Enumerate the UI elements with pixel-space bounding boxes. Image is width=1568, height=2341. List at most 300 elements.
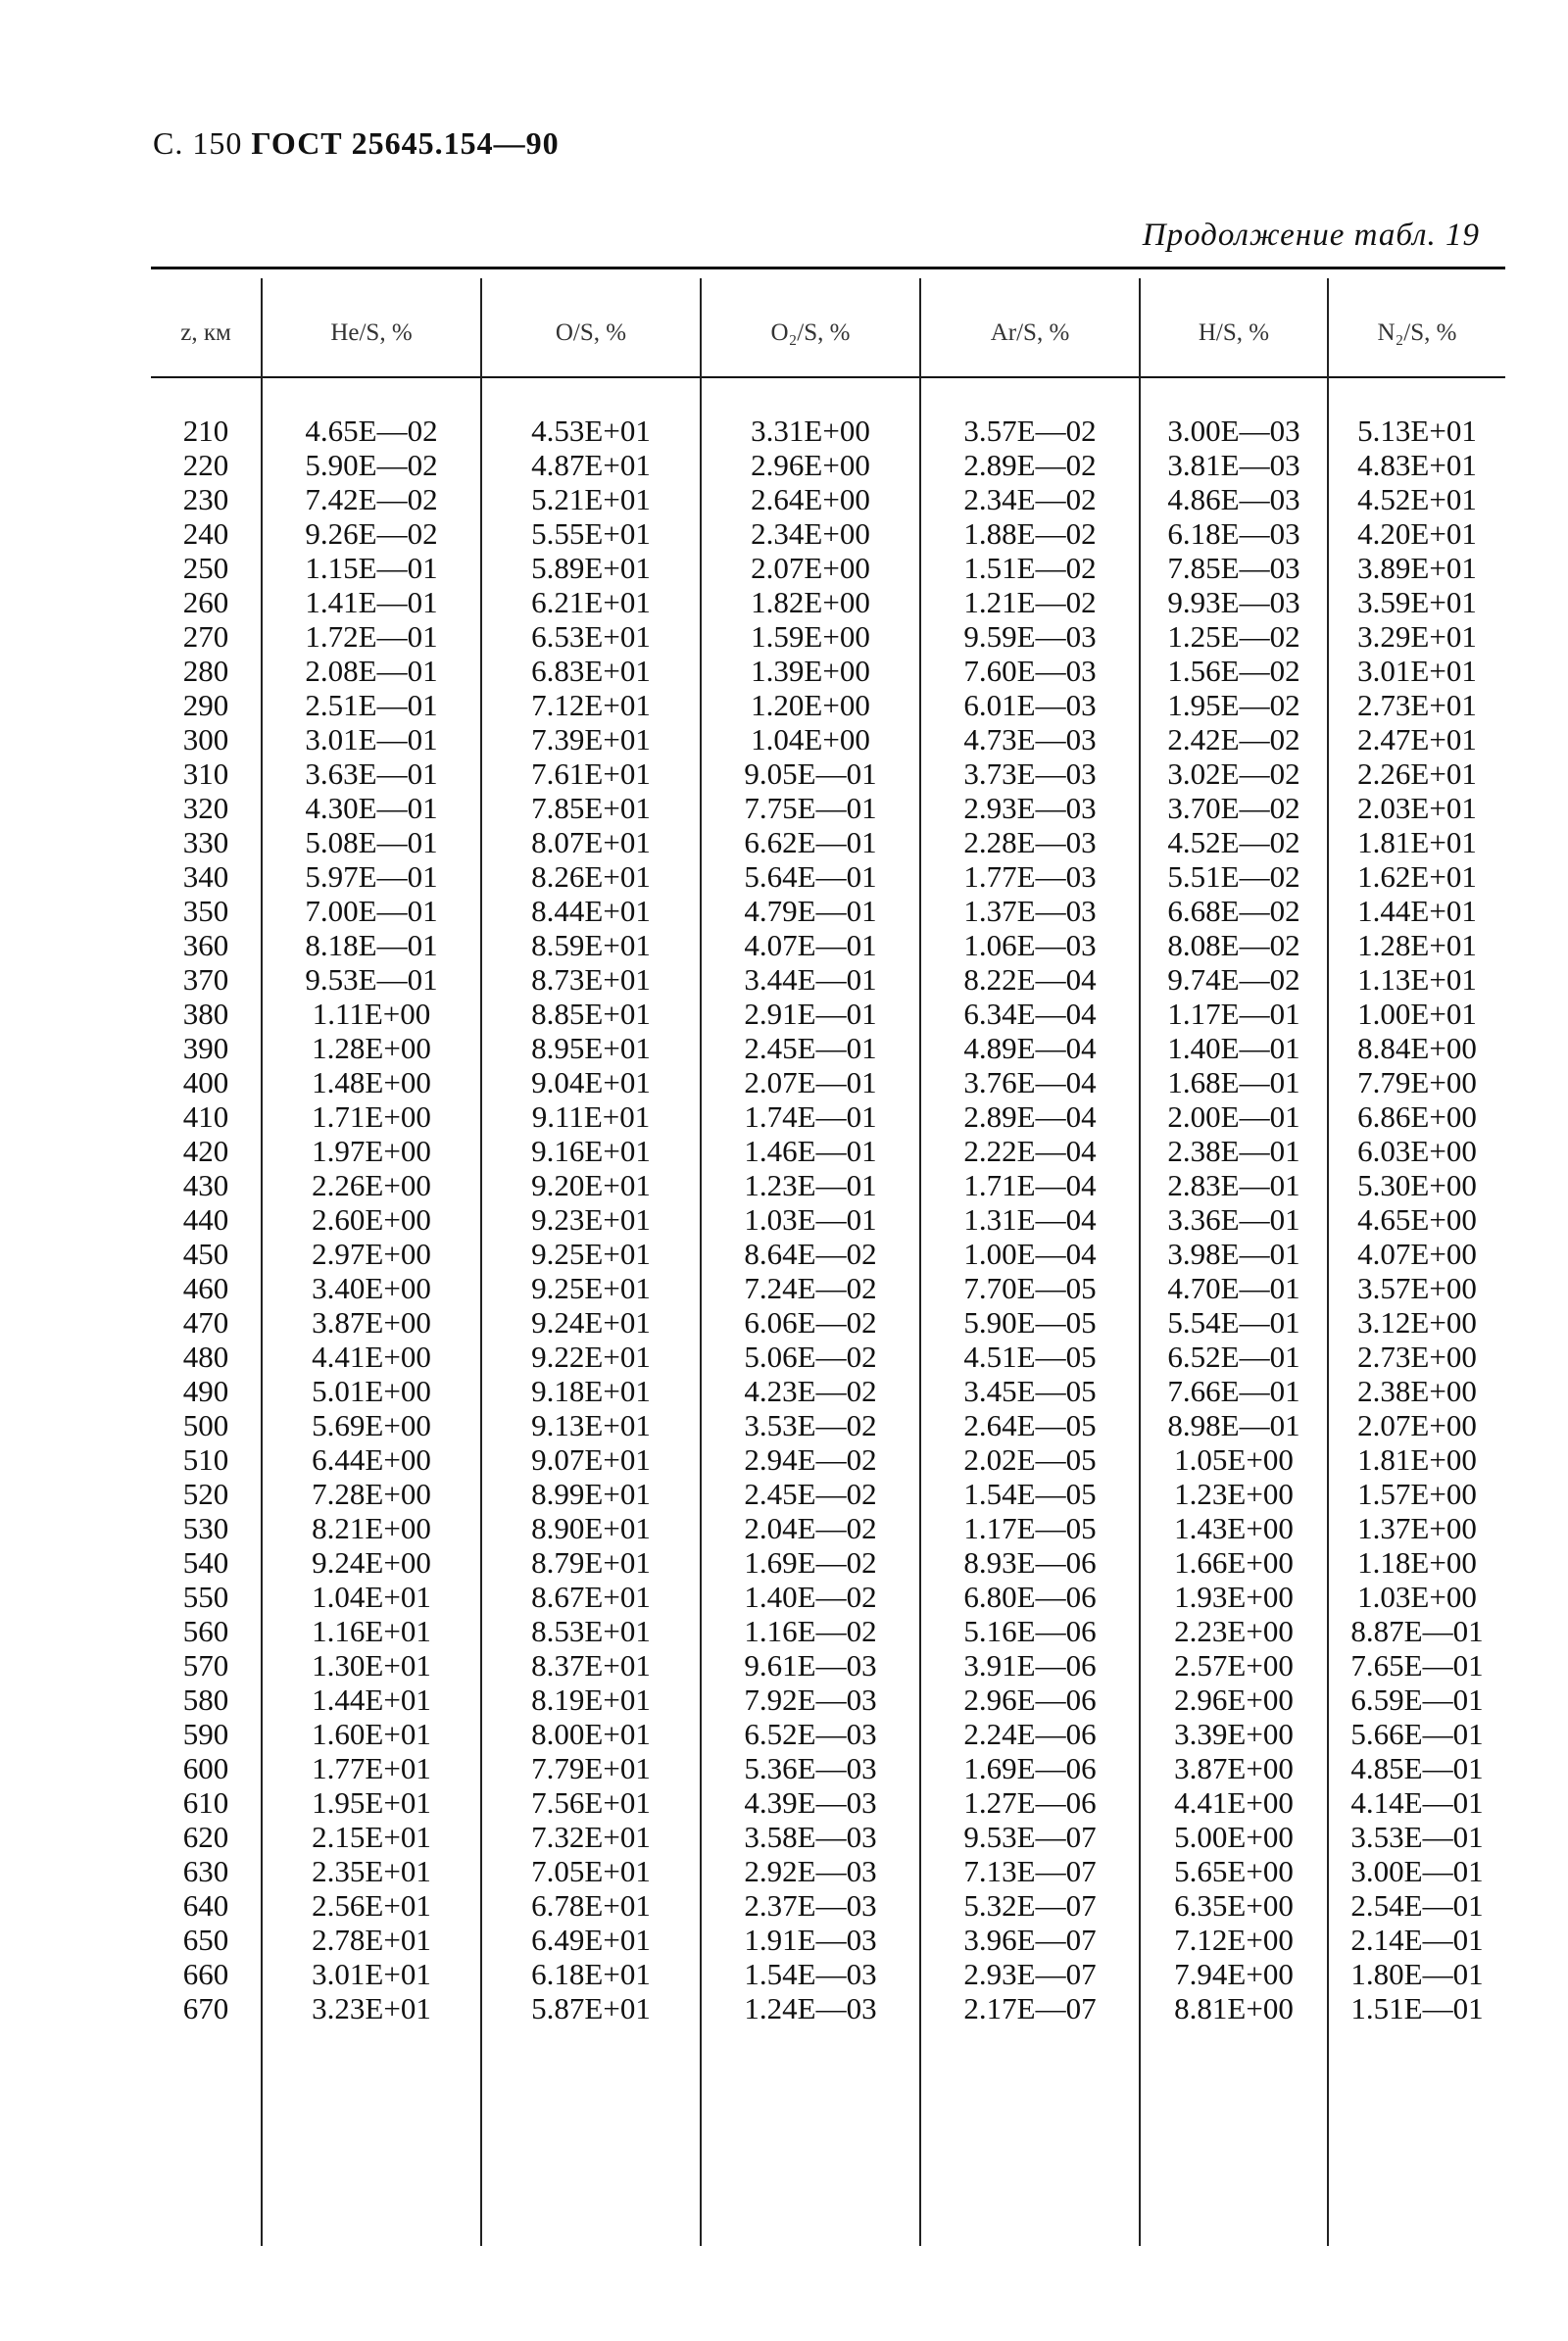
cell-n2-fraction: 1.00E+01 <box>1357 997 1477 1031</box>
cell-altitude: 210 <box>182 414 229 448</box>
row-group <box>151 1099 1505 1442</box>
row-group <box>151 414 1505 756</box>
cell-o2-fraction: 4.39E—03 <box>744 1785 877 1820</box>
table-row <box>151 1168 1505 1202</box>
cell-altitude: 580 <box>182 1683 229 1717</box>
table-row <box>151 1065 1505 1099</box>
cell-n2-fraction: 1.44E+01 <box>1357 894 1477 928</box>
cell-o-fraction: 9.23E+01 <box>531 1202 651 1237</box>
cell-h-fraction: 1.68E—01 <box>1167 1065 1300 1099</box>
cell-n2-fraction: 1.37E+00 <box>1357 1511 1477 1545</box>
cell-ar-fraction: 2.28E—03 <box>963 825 1097 859</box>
cell-h-fraction: 4.52E—02 <box>1167 825 1300 859</box>
cell-n2-fraction: 6.03E+00 <box>1357 1134 1477 1168</box>
cell-o-fraction: 8.85E+01 <box>531 997 651 1031</box>
cell-o-fraction: 7.05E+01 <box>531 1854 651 1888</box>
cell-n2-fraction: 3.00E—01 <box>1350 1854 1484 1888</box>
cell-h-fraction: 8.08E—02 <box>1167 928 1300 962</box>
cell-o-fraction: 7.79E+01 <box>531 1751 651 1785</box>
cell-h-fraction: 2.42E—02 <box>1167 722 1300 756</box>
cell-o-fraction: 9.07E+01 <box>531 1442 651 1477</box>
page-header <box>153 125 560 162</box>
cell-altitude: 600 <box>182 1751 229 1785</box>
cell-ar-fraction: 2.34E—02 <box>963 482 1097 516</box>
cell-ar-fraction: 3.76E—04 <box>963 1065 1097 1099</box>
cell-altitude: 620 <box>182 1820 229 1854</box>
cell-o-fraction: 8.90E+01 <box>531 1511 651 1545</box>
header-ar-fraction: Ar/S, % <box>990 319 1070 346</box>
cell-altitude: 340 <box>182 859 229 894</box>
table-row <box>151 1477 1505 1511</box>
cell-he-fraction: 5.01E+00 <box>312 1374 431 1408</box>
table-continuation-caption: Продолжение табл. 19 <box>1142 218 1480 253</box>
cell-o2-fraction: 1.04E+00 <box>751 722 870 756</box>
cell-ar-fraction: 8.22E—04 <box>963 962 1097 997</box>
cell-o-fraction: 9.24E+01 <box>531 1305 651 1340</box>
cell-o2-fraction: 2.34E+00 <box>751 516 870 551</box>
table-row <box>151 414 1505 448</box>
cell-o-fraction: 7.12E+01 <box>531 688 651 722</box>
cell-ar-fraction: 2.93E—03 <box>963 791 1097 825</box>
cell-altitude: 280 <box>182 654 229 688</box>
cell-ar-fraction: 7.70E—05 <box>963 1271 1097 1305</box>
cell-n2-fraction: 4.83E+01 <box>1357 448 1477 482</box>
cell-o-fraction: 5.21E+01 <box>531 482 651 516</box>
cell-ar-fraction: 4.51E—05 <box>963 1340 1097 1374</box>
cell-he-fraction: 5.08E—01 <box>305 825 438 859</box>
cell-altitude: 570 <box>182 1648 229 1683</box>
cell-he-fraction: 4.30E—01 <box>305 791 438 825</box>
cell-o2-fraction: 7.75E—01 <box>744 791 877 825</box>
cell-o2-fraction: 3.53E—02 <box>744 1408 877 1442</box>
table-row <box>151 1271 1505 1305</box>
header-h-fraction: H/S, % <box>1198 319 1270 346</box>
cell-h-fraction: 3.81E—03 <box>1167 448 1300 482</box>
cell-ar-fraction: 1.71E—04 <box>963 1168 1097 1202</box>
cell-o2-fraction: 6.52E—03 <box>744 1717 877 1751</box>
cell-altitude: 380 <box>182 997 229 1031</box>
cell-o2-fraction: 7.92E—03 <box>744 1683 877 1717</box>
cell-ar-fraction: 2.96E—06 <box>963 1683 1097 1717</box>
cell-o2-fraction: 2.45E—01 <box>744 1031 877 1065</box>
cell-o2-fraction: 1.69E—02 <box>744 1545 877 1580</box>
cell-o2-fraction: 5.64E—01 <box>744 859 877 894</box>
table-row <box>151 894 1505 928</box>
cell-he-fraction: 1.60E+01 <box>312 1717 431 1751</box>
cell-ar-fraction: 8.93E—06 <box>963 1545 1097 1580</box>
cell-o-fraction: 9.18E+01 <box>531 1374 651 1408</box>
cell-o2-fraction: 4.07E—01 <box>744 928 877 962</box>
cell-n2-fraction: 1.51E—01 <box>1350 1991 1484 2025</box>
table-row <box>151 1374 1505 1408</box>
cell-ar-fraction: 3.57E—02 <box>963 414 1097 448</box>
cell-o2-fraction: 2.07E—01 <box>744 1065 877 1099</box>
cell-he-fraction: 7.42E—02 <box>305 482 438 516</box>
table-row <box>151 791 1505 825</box>
cell-o-fraction: 7.61E+01 <box>531 756 651 791</box>
cell-he-fraction: 1.41E—01 <box>305 585 438 619</box>
cell-o-fraction: 9.25E+01 <box>531 1271 651 1305</box>
cell-o-fraction: 8.59E+01 <box>531 928 651 962</box>
cell-ar-fraction: 2.93E—07 <box>963 1957 1097 1991</box>
row-group <box>151 1442 1505 1785</box>
cell-n2-fraction: 2.47E+01 <box>1357 722 1477 756</box>
cell-ar-fraction: 1.27E—06 <box>963 1785 1097 1820</box>
cell-altitude: 310 <box>182 756 229 791</box>
table-row <box>151 1511 1505 1545</box>
cell-he-fraction: 1.48E+00 <box>312 1065 431 1099</box>
cell-altitude: 640 <box>182 1888 229 1923</box>
cell-ar-fraction: 4.89E—04 <box>963 1031 1097 1065</box>
cell-o2-fraction: 9.05E—01 <box>744 756 877 791</box>
standard-code: ГОСТ 25645.154—90 <box>251 125 560 161</box>
cell-h-fraction: 7.12E+00 <box>1174 1923 1294 1957</box>
cell-o-fraction: 6.78E+01 <box>531 1888 651 1923</box>
cell-o-fraction: 8.00E+01 <box>531 1717 651 1751</box>
cell-h-fraction: 6.52E—01 <box>1167 1340 1300 1374</box>
cell-ar-fraction: 2.89E—04 <box>963 1099 1097 1134</box>
cell-n2-fraction: 3.12E+00 <box>1357 1305 1477 1340</box>
cell-ar-fraction: 2.24E—06 <box>963 1717 1097 1751</box>
cell-o-fraction: 6.49E+01 <box>531 1923 651 1957</box>
cell-he-fraction: 7.00E—01 <box>305 894 438 928</box>
row-group <box>151 1785 1505 2128</box>
cell-o-fraction: 5.55E+01 <box>531 516 651 551</box>
cell-o-fraction: 6.18E+01 <box>531 1957 651 1991</box>
table-row <box>151 1614 1505 1648</box>
table-row <box>151 1134 1505 1168</box>
table-row <box>151 1957 1505 1991</box>
cell-o2-fraction: 2.64E+00 <box>751 482 870 516</box>
cell-n2-fraction: 1.62E+01 <box>1357 859 1477 894</box>
cell-h-fraction: 4.41E+00 <box>1174 1785 1294 1820</box>
cell-n2-fraction: 3.59E+01 <box>1357 585 1477 619</box>
table-row <box>151 688 1505 722</box>
cell-o-fraction: 9.22E+01 <box>531 1340 651 1374</box>
cell-he-fraction: 2.35E+01 <box>312 1854 431 1888</box>
cell-ar-fraction: 1.17E—05 <box>963 1511 1097 1545</box>
table-body <box>151 414 1505 2128</box>
cell-o-fraction: 8.79E+01 <box>531 1545 651 1580</box>
cell-n2-fraction: 2.73E+00 <box>1357 1340 1477 1374</box>
cell-o-fraction: 5.89E+01 <box>531 551 651 585</box>
cell-he-fraction: 1.71E+00 <box>312 1099 431 1134</box>
cell-o2-fraction: 1.40E—02 <box>744 1580 877 1614</box>
cell-h-fraction: 4.86E—03 <box>1167 482 1300 516</box>
cell-o2-fraction: 8.64E—02 <box>744 1237 877 1271</box>
cell-o-fraction: 7.32E+01 <box>531 1820 651 1854</box>
cell-o2-fraction: 3.58E—03 <box>744 1820 877 1854</box>
cell-altitude: 250 <box>182 551 229 585</box>
cell-altitude: 510 <box>182 1442 229 1477</box>
cell-ar-fraction: 2.89E—02 <box>963 448 1097 482</box>
cell-he-fraction: 8.21E+00 <box>312 1511 431 1545</box>
cell-altitude: 560 <box>182 1614 229 1648</box>
cell-o-fraction: 7.56E+01 <box>531 1785 651 1820</box>
cell-o2-fraction: 3.31E+00 <box>751 414 870 448</box>
cell-n2-fraction: 1.18E+00 <box>1357 1545 1477 1580</box>
cell-h-fraction: 5.54E—01 <box>1167 1305 1300 1340</box>
cell-ar-fraction: 1.06E—03 <box>963 928 1097 962</box>
table-row <box>151 585 1505 619</box>
cell-he-fraction: 3.01E—01 <box>305 722 438 756</box>
cell-ar-fraction: 6.34E—04 <box>963 997 1097 1031</box>
cell-he-fraction: 3.63E—01 <box>305 756 438 791</box>
cell-h-fraction: 4.70E—01 <box>1167 1271 1300 1305</box>
cell-o-fraction: 9.04E+01 <box>531 1065 651 1099</box>
cell-he-fraction: 1.28E+00 <box>312 1031 431 1065</box>
cell-o2-fraction: 1.46E—01 <box>744 1134 877 1168</box>
table-row <box>151 1305 1505 1340</box>
cell-o2-fraction: 2.92E—03 <box>744 1854 877 1888</box>
cell-h-fraction: 1.93E+00 <box>1174 1580 1294 1614</box>
cell-ar-fraction: 1.00E—04 <box>963 1237 1097 1271</box>
cell-altitude: 260 <box>182 585 229 619</box>
cell-o-fraction: 4.53E+01 <box>531 414 651 448</box>
cell-he-fraction: 1.95E+01 <box>312 1785 431 1820</box>
cell-n2-fraction: 1.03E+00 <box>1357 1580 1477 1614</box>
table-row <box>151 1854 1505 1888</box>
cell-h-fraction: 8.98E—01 <box>1167 1408 1300 1442</box>
cell-o2-fraction: 1.24E—03 <box>744 1991 877 2025</box>
table-row <box>151 962 1505 997</box>
cell-he-fraction: 6.44E+00 <box>312 1442 431 1477</box>
cell-o-fraction: 9.13E+01 <box>531 1408 651 1442</box>
cell-he-fraction: 9.53E—01 <box>305 962 438 997</box>
table-row <box>151 1442 1505 1477</box>
cell-o2-fraction: 1.03E—01 <box>744 1202 877 1237</box>
cell-altitude: 370 <box>182 962 229 997</box>
cell-ar-fraction: 2.02E—05 <box>963 1442 1097 1477</box>
cell-o-fraction: 5.87E+01 <box>531 1991 651 2025</box>
row-group <box>151 756 1505 1099</box>
cell-ar-fraction: 1.77E—03 <box>963 859 1097 894</box>
cell-o-fraction: 8.07E+01 <box>531 825 651 859</box>
cell-h-fraction: 5.00E+00 <box>1174 1820 1294 1854</box>
cell-o-fraction: 9.11E+01 <box>531 1099 651 1134</box>
table-row <box>151 516 1505 551</box>
cell-he-fraction: 2.08E—01 <box>305 654 438 688</box>
table-row <box>151 997 1505 1031</box>
cell-ar-fraction: 9.59E—03 <box>963 619 1097 654</box>
cell-ar-fraction: 1.54E—05 <box>963 1477 1097 1511</box>
cell-altitude: 660 <box>182 1957 229 1991</box>
cell-altitude: 550 <box>182 1580 229 1614</box>
cell-n2-fraction: 5.13E+01 <box>1357 414 1477 448</box>
cell-o2-fraction: 1.20E+00 <box>751 688 870 722</box>
cell-n2-fraction: 7.65E—01 <box>1350 1648 1484 1683</box>
cell-o2-fraction: 1.82E+00 <box>751 585 870 619</box>
cell-n2-fraction: 2.07E+00 <box>1357 1408 1477 1442</box>
cell-he-fraction: 1.15E—01 <box>305 551 438 585</box>
table-row <box>151 551 1505 585</box>
cell-h-fraction: 8.81E+00 <box>1174 1991 1294 2025</box>
cell-ar-fraction: 1.88E—02 <box>963 516 1097 551</box>
cell-ar-fraction: 5.32E—07 <box>963 1888 1097 1923</box>
cell-h-fraction: 2.83E—01 <box>1167 1168 1300 1202</box>
cell-altitude: 590 <box>182 1717 229 1751</box>
cell-n2-fraction: 3.57E+00 <box>1357 1271 1477 1305</box>
cell-ar-fraction: 1.51E—02 <box>963 551 1097 585</box>
cell-n2-fraction: 1.28E+01 <box>1357 928 1477 962</box>
table-row <box>151 654 1505 688</box>
cell-altitude: 650 <box>182 1923 229 1957</box>
cell-ar-fraction: 1.69E—06 <box>963 1751 1097 1785</box>
table-row <box>151 448 1505 482</box>
cell-he-fraction: 1.72E—01 <box>305 619 438 654</box>
cell-n2-fraction: 4.14E—01 <box>1350 1785 1484 1820</box>
cell-ar-fraction: 3.73E—03 <box>963 756 1097 791</box>
cell-he-fraction: 3.87E+00 <box>312 1305 431 1340</box>
cell-h-fraction: 6.18E—03 <box>1167 516 1300 551</box>
cell-he-fraction: 3.40E+00 <box>312 1271 431 1305</box>
cell-o2-fraction: 5.36E—03 <box>744 1751 877 1785</box>
cell-o-fraction: 9.16E+01 <box>531 1134 651 1168</box>
cell-o-fraction: 8.67E+01 <box>531 1580 651 1614</box>
cell-o2-fraction: 1.54E—03 <box>744 1957 877 1991</box>
cell-n2-fraction: 4.52E+01 <box>1357 482 1477 516</box>
cell-n2-fraction: 2.54E—01 <box>1350 1888 1484 1923</box>
cell-h-fraction: 5.51E—02 <box>1167 859 1300 894</box>
table-row <box>151 1717 1505 1751</box>
cell-he-fraction: 1.11E+00 <box>312 997 431 1031</box>
cell-h-fraction: 1.56E—02 <box>1167 654 1300 688</box>
cell-h-fraction: 1.23E+00 <box>1174 1477 1294 1511</box>
cell-altitude: 390 <box>182 1031 229 1065</box>
cell-altitude: 400 <box>182 1065 229 1099</box>
cell-ar-fraction: 2.17E—07 <box>963 1991 1097 2025</box>
cell-n2-fraction: 1.80E—01 <box>1350 1957 1484 1991</box>
cell-n2-fraction: 3.89E+01 <box>1357 551 1477 585</box>
cell-he-fraction: 1.44E+01 <box>312 1683 431 1717</box>
cell-o-fraction: 7.39E+01 <box>531 722 651 756</box>
table-row <box>151 928 1505 962</box>
cell-he-fraction: 3.01E+01 <box>312 1957 431 1991</box>
cell-altitude: 410 <box>182 1099 229 1134</box>
cell-altitude: 540 <box>182 1545 229 1580</box>
cell-o2-fraction: 1.16E—02 <box>744 1614 877 1648</box>
cell-altitude: 290 <box>182 688 229 722</box>
cell-ar-fraction: 3.45E—05 <box>963 1374 1097 1408</box>
cell-o-fraction: 6.83E+01 <box>531 654 651 688</box>
cell-o-fraction: 9.25E+01 <box>531 1237 651 1271</box>
cell-h-fraction: 7.85E—03 <box>1167 551 1300 585</box>
cell-n2-fraction: 3.29E+01 <box>1357 619 1477 654</box>
cell-altitude: 610 <box>182 1785 229 1820</box>
header-n2-fraction: N₂/S, % <box>1377 319 1457 346</box>
cell-ar-fraction: 5.90E—05 <box>963 1305 1097 1340</box>
cell-n2-fraction: 1.13E+01 <box>1357 962 1477 997</box>
cell-h-fraction: 7.66E—01 <box>1167 1374 1300 1408</box>
cell-he-fraction: 2.15E+01 <box>312 1820 431 1854</box>
cell-ar-fraction: 1.31E—04 <box>963 1202 1097 1237</box>
cell-altitude: 480 <box>182 1340 229 1374</box>
header-o2-fraction: O₂/S, % <box>770 319 851 346</box>
cell-h-fraction: 6.68E—02 <box>1167 894 1300 928</box>
cell-ar-fraction: 3.96E—07 <box>963 1923 1097 1957</box>
cell-altitude: 460 <box>182 1271 229 1305</box>
cell-h-fraction: 1.17E—01 <box>1167 997 1300 1031</box>
cell-he-fraction: 1.04E+01 <box>312 1580 431 1614</box>
table-row <box>151 722 1505 756</box>
cell-altitude: 430 <box>182 1168 229 1202</box>
cell-he-fraction: 4.65E—02 <box>305 414 438 448</box>
cell-n2-fraction: 3.53E—01 <box>1350 1820 1484 1854</box>
cell-he-fraction: 2.56E+01 <box>312 1888 431 1923</box>
cell-he-fraction: 2.51E—01 <box>305 688 438 722</box>
table-row <box>151 1820 1505 1854</box>
cell-h-fraction: 5.65E+00 <box>1174 1854 1294 1888</box>
cell-o2-fraction: 2.37E—03 <box>744 1888 877 1923</box>
cell-altitude: 630 <box>182 1854 229 1888</box>
cell-ar-fraction: 9.53E—07 <box>963 1820 1097 1854</box>
cell-n2-fraction: 5.30E+00 <box>1357 1168 1477 1202</box>
table-row <box>151 1683 1505 1717</box>
cell-o2-fraction: 9.61E—03 <box>744 1648 877 1683</box>
header-he-fraction: He/S, % <box>330 319 413 346</box>
cell-o-fraction: 8.19E+01 <box>531 1683 651 1717</box>
cell-ar-fraction: 1.37E—03 <box>963 894 1097 928</box>
cell-altitude: 270 <box>182 619 229 654</box>
cell-ar-fraction: 6.80E—06 <box>963 1580 1097 1614</box>
cell-altitude: 330 <box>182 825 229 859</box>
cell-n2-fraction: 2.73E+01 <box>1357 688 1477 722</box>
table-row <box>151 1545 1505 1580</box>
cell-he-fraction: 1.16E+01 <box>312 1614 431 1648</box>
cell-o2-fraction: 4.23E—02 <box>744 1374 877 1408</box>
header-o-fraction: O/S, % <box>555 319 627 346</box>
cell-n2-fraction: 4.20E+01 <box>1357 516 1477 551</box>
cell-h-fraction: 2.57E+00 <box>1174 1648 1294 1683</box>
cell-h-fraction: 2.23E+00 <box>1174 1614 1294 1648</box>
table-row <box>151 1648 1505 1683</box>
table-row <box>151 1099 1505 1134</box>
table-row <box>151 756 1505 791</box>
cell-n2-fraction: 8.84E+00 <box>1357 1031 1477 1065</box>
cell-o2-fraction: 1.59E+00 <box>751 619 870 654</box>
table-header-rule <box>151 376 1505 378</box>
cell-he-fraction: 2.97E+00 <box>312 1237 431 1271</box>
cell-altitude: 220 <box>182 448 229 482</box>
cell-o-fraction: 4.87E+01 <box>531 448 651 482</box>
table-row <box>151 859 1505 894</box>
cell-he-fraction: 1.77E+01 <box>312 1751 431 1785</box>
cell-o2-fraction: 2.07E+00 <box>751 551 870 585</box>
cell-h-fraction: 3.00E—03 <box>1167 414 1300 448</box>
cell-h-fraction: 1.40E—01 <box>1167 1031 1300 1065</box>
cell-o2-fraction: 2.94E—02 <box>744 1442 877 1477</box>
cell-h-fraction: 3.98E—01 <box>1167 1237 1300 1271</box>
cell-h-fraction: 3.87E+00 <box>1174 1751 1294 1785</box>
cell-altitude: 490 <box>182 1374 229 1408</box>
cell-n2-fraction: 1.81E+01 <box>1357 825 1477 859</box>
cell-n2-fraction: 2.26E+01 <box>1357 756 1477 791</box>
cell-he-fraction: 4.41E+00 <box>312 1340 431 1374</box>
cell-n2-fraction: 8.87E—01 <box>1350 1614 1484 1648</box>
cell-h-fraction: 1.43E+00 <box>1174 1511 1294 1545</box>
cell-o2-fraction: 2.04E—02 <box>744 1511 877 1545</box>
cell-ar-fraction: 4.73E—03 <box>963 722 1097 756</box>
cell-altitude: 240 <box>182 516 229 551</box>
cell-h-fraction: 3.70E—02 <box>1167 791 1300 825</box>
cell-o2-fraction: 3.44E—01 <box>744 962 877 997</box>
cell-he-fraction: 2.78E+01 <box>312 1923 431 1957</box>
cell-n2-fraction: 2.03E+01 <box>1357 791 1477 825</box>
cell-o2-fraction: 6.62E—01 <box>744 825 877 859</box>
cell-o2-fraction: 1.39E+00 <box>751 654 870 688</box>
cell-ar-fraction: 2.22E—04 <box>963 1134 1097 1168</box>
cell-h-fraction: 1.66E+00 <box>1174 1545 1294 1580</box>
